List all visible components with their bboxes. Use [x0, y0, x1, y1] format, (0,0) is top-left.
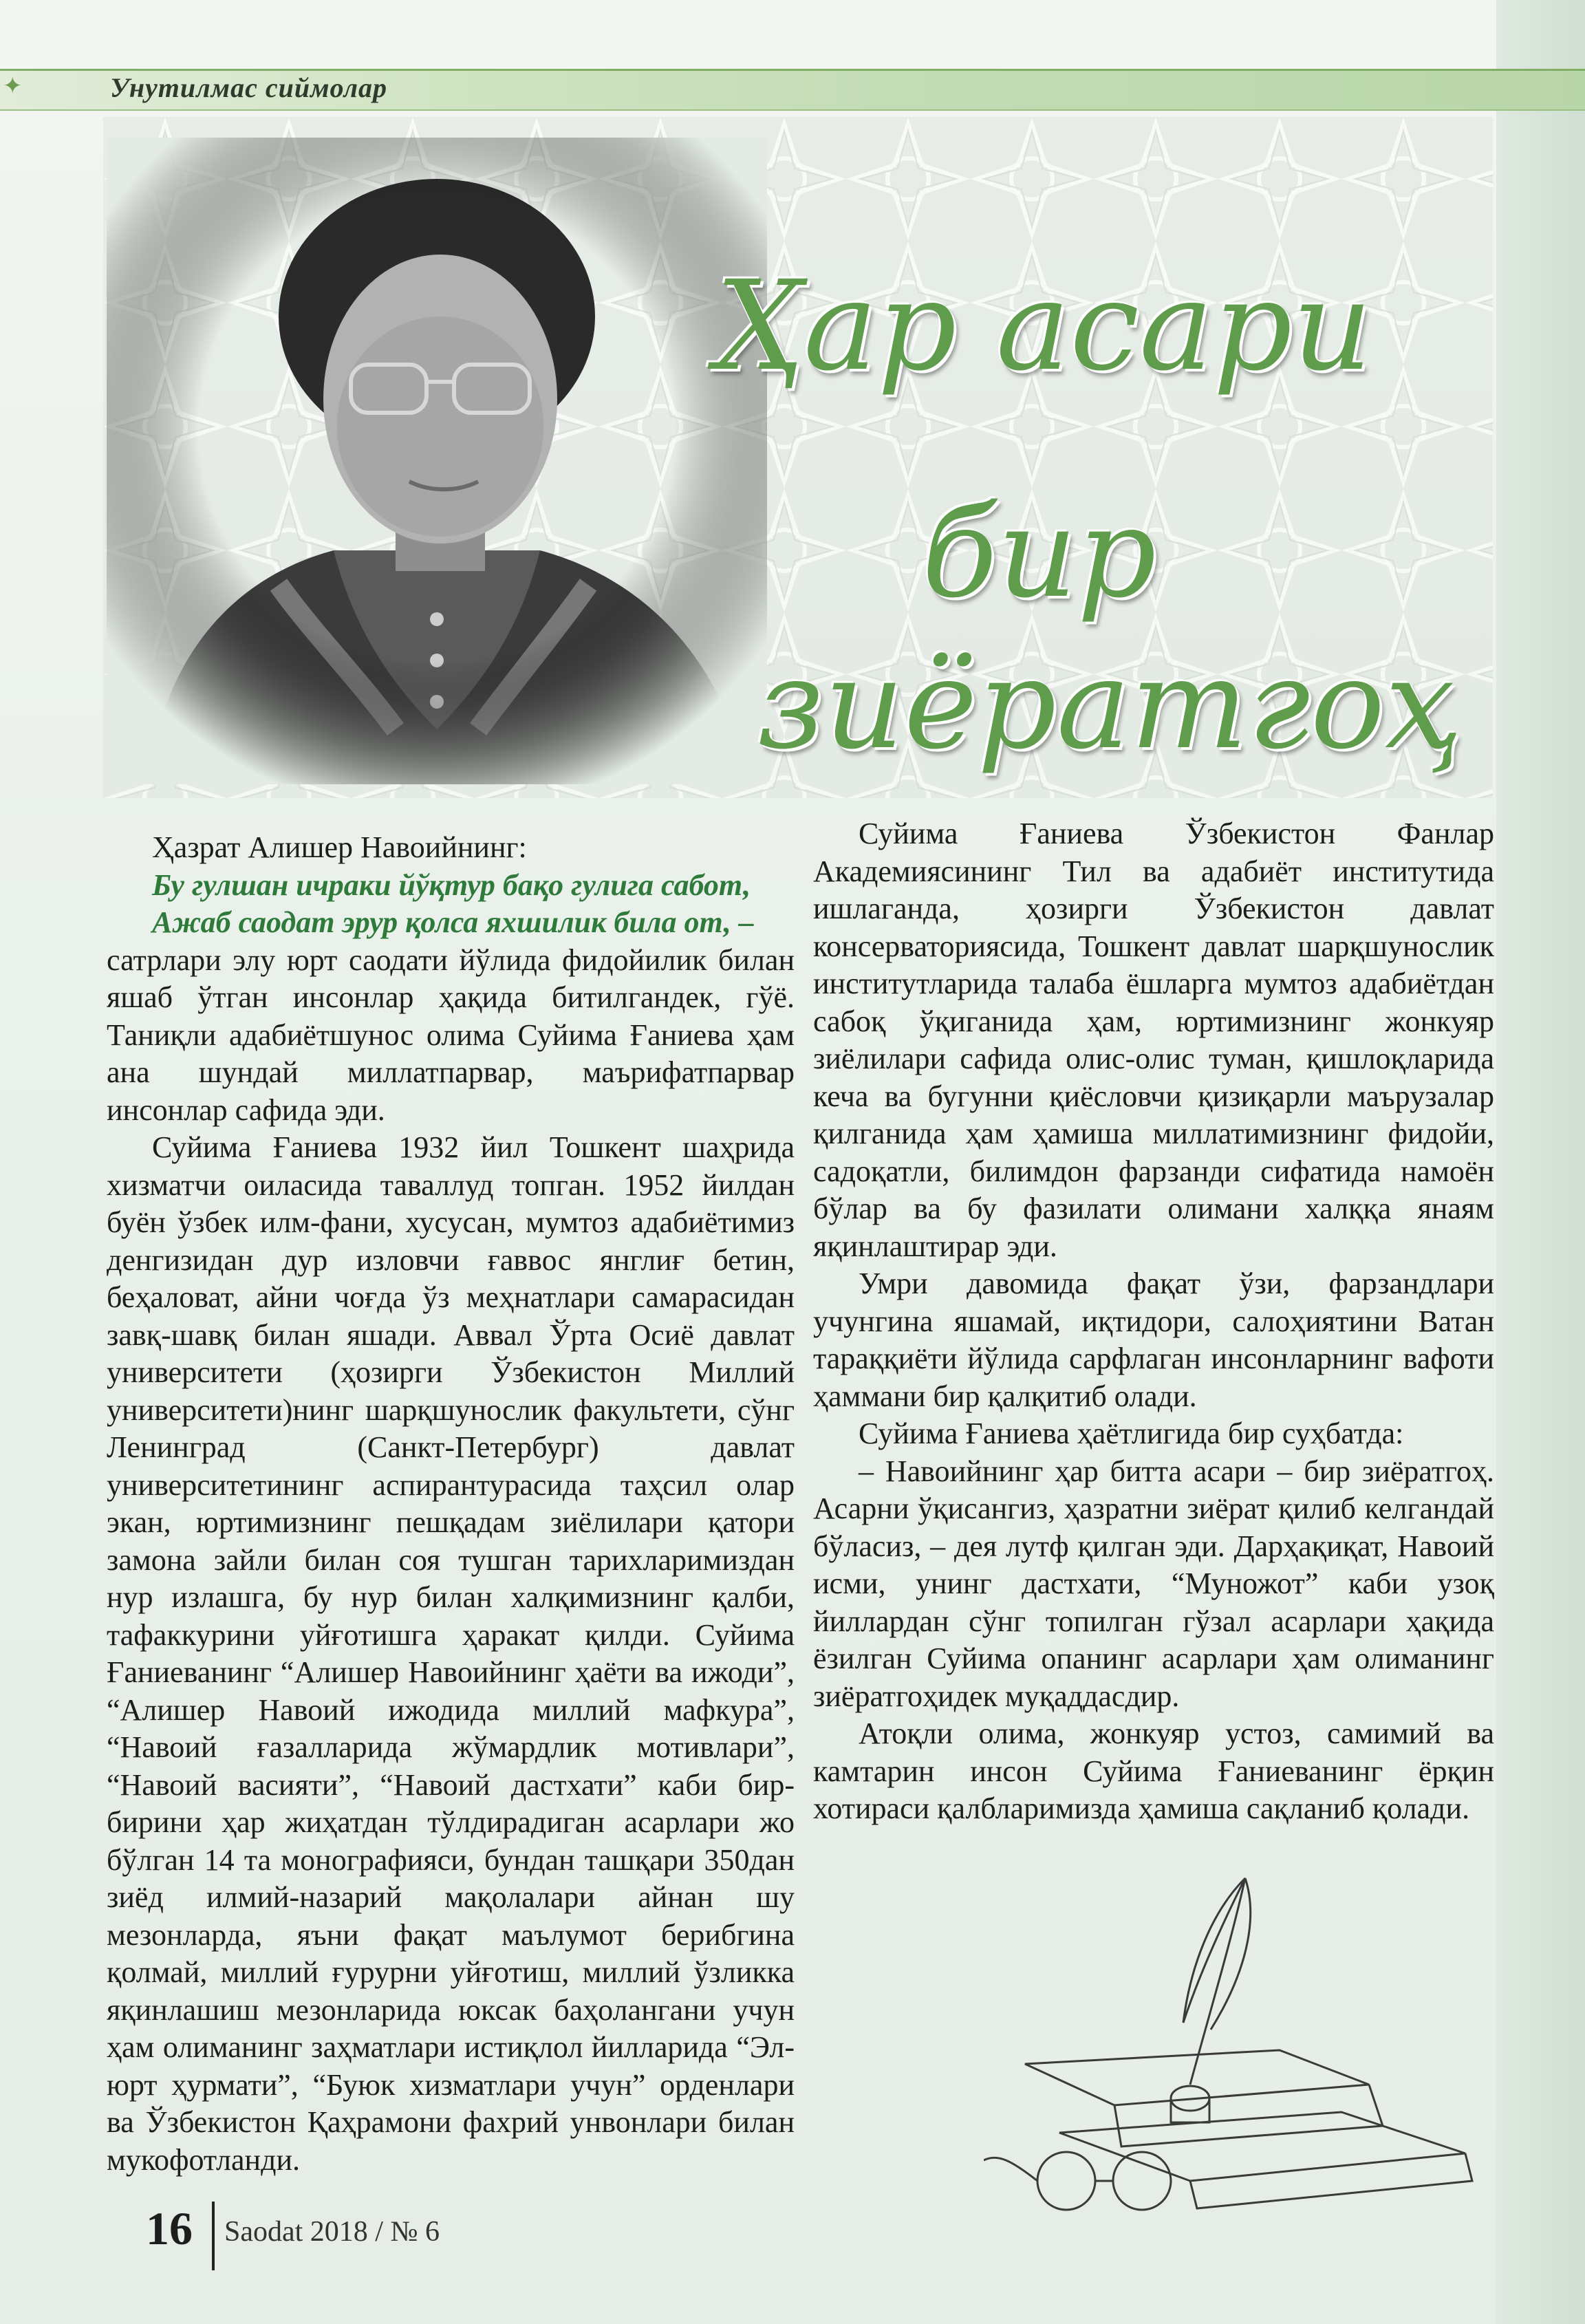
page-edge-shadow — [1496, 0, 1585, 2324]
section-title: Унутилмас сиймолар — [110, 72, 388, 103]
quote-line-2: Ажаб саодат эрур қолса яхшилик била от, – — [152, 905, 754, 939]
left-column — [107, 829, 795, 2179]
portrait-photo — [107, 138, 767, 784]
magazine-issue: Saodat 2018 / № 6 — [224, 2216, 440, 2248]
title-line-2: бир — [922, 482, 1157, 625]
title-line-3: зиёратгоҳ — [757, 633, 1463, 777]
paragraph: Умри давомида фақат ўзи, фарзандлари учунгина яшамай, иқтидори, салоҳиятини Ватан тараққиёти йўлида сарфлаган инсонларнинг вафоти ҳаммани бир қалқитиб олади. — [813, 1267, 1494, 1413]
paragraph: Суйима Ғаниева ҳаётлигида бир суҳбатда: — [859, 1417, 1404, 1450]
intro-line: Ҳазрат Алишер Навоийнинг: — [152, 830, 527, 864]
paragraph: Суйима Ғаниева 1932 йил Тошкент шаҳрида хизматчи оиласида таваллуд топган. 1952 йилдан буён ўзбек илм-фани, хусусан, мумтоз адабиётимиз денгизидан дур изловчи ғаввос янглиғ бетин, беҳаловат, айни чоғда ўз меҳнатлари самарасидан завқ-шавқ билан яшади. Аввал Ўрта Осиё давлат университети (ҳозирги Ўзбекистон Миллий университети)нинг шарқшунослик факультети, сўнг Ленинград (Санкт-Петербург) давлат университетининг аспирантурасида таҳсил олар экан, юртимизнинг пешқадам зиёлилари қатори замона зайли билан соя тушган тарихларимиздан нур излашга, бу нур билан халқимизнинг қалби, тафаккурини уйғотишга ҳаракат қилди. Суйима Ғаниеванинг “Алишер Навоийнинг ҳаёти ва ижоди”, “Алишер Навоий ижодида миллий мафкура”, “Навоий ғазалларида жўмардлик мотивлари”, “Навоий васияти”, “Навоий дастхати” каби бир-бирини ҳар жиҳатдан тўлдирадиган асарлари жо бўлган 14 та монографияси, бундан ташқари 350дан зиёд илмий-назарий мақолалари айнан шу мезонларда, яъни фақат маълумот берибгина қолмай, миллий ғурурни уйғотиш, миллий ўзликка яқинлашиш мезонларида юксак баҳолангани учун ҳам олиманинг заҳматлари истиқлол йилларида “Эл-юрт ҳурмати”, “Буюк хизматлари учун” орденлари ва Ўзбекистон Қаҳрамони фахрий унвонлари билан мукофотланди. — [107, 1130, 795, 2177]
paragraph: – Навоийнинг ҳар битта асари – бир зиёратгоҳ. Асарни ўқисангиз, ҳазратни зиёрат қилиб келгандай бўласиз, – дея лутф қилган эди. Дарҳақиқат, Навоий исми, унинг дастхати, “Муножот” каби узоқ йиллардан сўнг топилган гўзал асарлари ҳақида ёзилган Суйима опанинг асарлари ҳам олиманинг зиёратгоҳидек муқаддасдир. — [813, 1454, 1494, 1713]
paragraph: Суйима Ғаниева Ўзбекистон Фанлар Академиясининг Тил ва адабиёт институтида ишлаганда, ҳозирги Ўзбекистон давлат консерваториясида, Тошкент давлат шарқшунослик институтларида талаба ёшларга мумтоз адабиётдан сабоқ ўқиганида ҳам, юртимизнинг жонкуяр зиёлилари сафида олис-олис туман, қишлоқларида кеча ва бугунни қиёсловчи қизиқарли маърузалар қилганида ҳам ҳамиша миллатимизнинг фидойи, садоқатли, билимдон фарзанди сифатида намоён бўлар ва бу фазилати олимани халққа янаям яқинлаштирар эди. — [813, 817, 1494, 1263]
right-column — [813, 815, 1494, 1828]
quote-line-1: Бу гулшан ичраки йўқтур бақо гулига сабот, — [152, 868, 751, 902]
quill-books-illustration — [984, 1858, 1507, 2215]
star-ornament-icon: ✦ — [3, 74, 23, 99]
page-number: 16 — [146, 2202, 193, 2255]
footer-divider — [212, 2202, 215, 2270]
paragraph: Атоқли олима, жонкуяр устоз, самимий ва камтарин инсон Суйима Ғаниеванинг ёрқин хотираси қалбларимизда ҳамиша сақланиб қолади. — [813, 1717, 1494, 1825]
title-line-1: Ҳар асари — [715, 255, 1372, 398]
paragraph: сатрлари элу юрт саодати йўлида фидойилик билан яшаб ўтган инсонлар ҳақида битилгандек, гўё. Таниқли адабиётшунос олима Суйима Ғаниева ҳам ана шундай миллатпарвар, маърифатпарвар инсонлар сафида эди. — [107, 943, 795, 1127]
